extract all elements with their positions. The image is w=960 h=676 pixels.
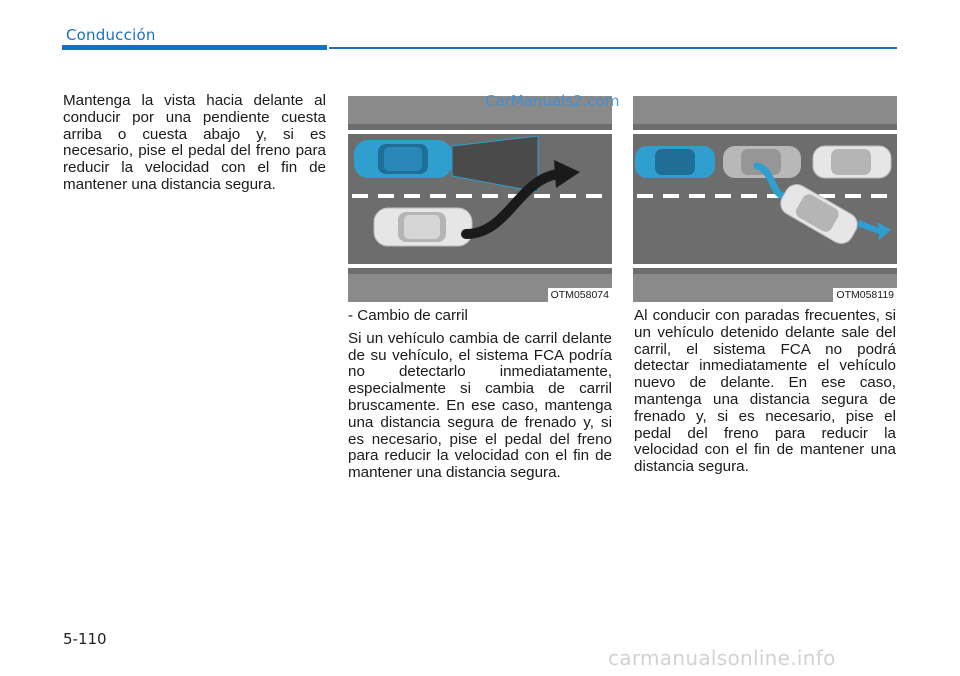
ghost-car-icon	[723, 146, 801, 178]
column2-heading: - Cambio de carril	[348, 307, 468, 324]
footer-watermark: carmanualsonline.info	[608, 646, 836, 670]
column3-paragraph: Al conducir con paradas frecuentes, si un vehículo detenido delante sale del carril, el sistema FCA no podrá detectar inmediatamente el vehículo nuevo de delante. En ese caso, mantenga una distancia segura de frenado y, si es necesario, pise el pedal del freno para reducir la velocidad con el fin de mantener una distancia segura.	[634, 307, 896, 476]
header-rule-thick	[62, 45, 327, 50]
column1-text	[63, 93, 326, 194]
other-car-icon	[374, 208, 472, 246]
header-rule-thin	[329, 47, 897, 49]
figure-lane-change	[348, 96, 612, 302]
column2-paragraph: Si un vehículo cambia de carril delante de su vehículo, el sistema FCA podría no detectarlo inmediatamente, especialmente si cambia de carril bruscamente. En ese caso, mantenga una distancia segura de frenado y, si es necesario, pise el pedal del freno para reducir la velocidad con el fin de mantener una distancia segura.	[348, 329, 612, 482]
own-car-icon	[635, 146, 715, 178]
figure-stop-and-go	[633, 96, 897, 302]
column2-text	[348, 308, 612, 482]
figure-code: OTM058074	[548, 288, 612, 302]
lane-change-illustration	[348, 96, 612, 302]
section-title: Conducción	[66, 26, 156, 44]
own-car-icon	[354, 140, 452, 178]
front-car-icon	[813, 146, 891, 178]
stop-and-go-illustration	[633, 96, 897, 302]
figure-code: OTM058119	[833, 288, 897, 302]
column3-text	[634, 308, 896, 476]
column1-paragraph: Mantenga la vista hacia delante al conducir por una pendiente cuesta arriba o cuesta abajo y, si es necesario, pise el pedal del freno para reducir la velocidad con el fin de mantener una distancia segura.	[63, 92, 326, 193]
page-number: 5-110	[63, 630, 107, 648]
watermark: CarManuals2.com	[485, 92, 620, 110]
